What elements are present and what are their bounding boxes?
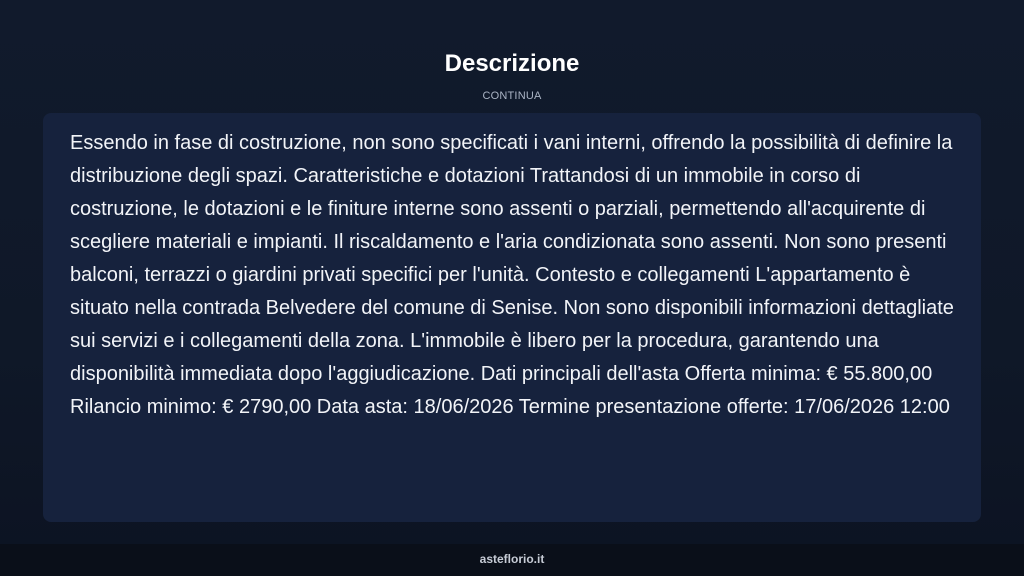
description-card <box>43 113 981 522</box>
description-text: Essendo in fase di costruzione, non sono specificati i vani interni, offrendo la possibilità di definire la distribuzione degli spazi. Caratteristiche e dotazioni Trattandosi di un immobile in corso di costruzione, le dotazioni e le finiture interne sono assenti o parziali, permettendo all'acquirente di scegliere materiali e impianti. Il riscaldamento e l'aria condizionata sono assenti. Non sono presenti balconi, terrazzi o giardini privati specifici per l'unità. Contesto e collegamenti L'appartamento è situato nella contrada Belvedere del comune di Senise. Non sono disponibili informazioni dettagliate sui servizi e i collegamenti della zona. L'immobile è libero per la procedura, garantendo una disponibilità immediata dopo l'aggiudicazione. Dati principali dell'asta Offerta minima: € 55.800,00 Rilancio minimo: € 2790,00 Data asta: 18/06/2026 Termine presentazione offerte: 17/06/2026 12:00 <box>70 132 954 418</box>
continue-link[interactable]: CONTINUA <box>482 90 542 102</box>
footer-site-link[interactable]: asteflorio.it <box>479 552 545 566</box>
section-title: Descrizione <box>444 50 580 77</box>
